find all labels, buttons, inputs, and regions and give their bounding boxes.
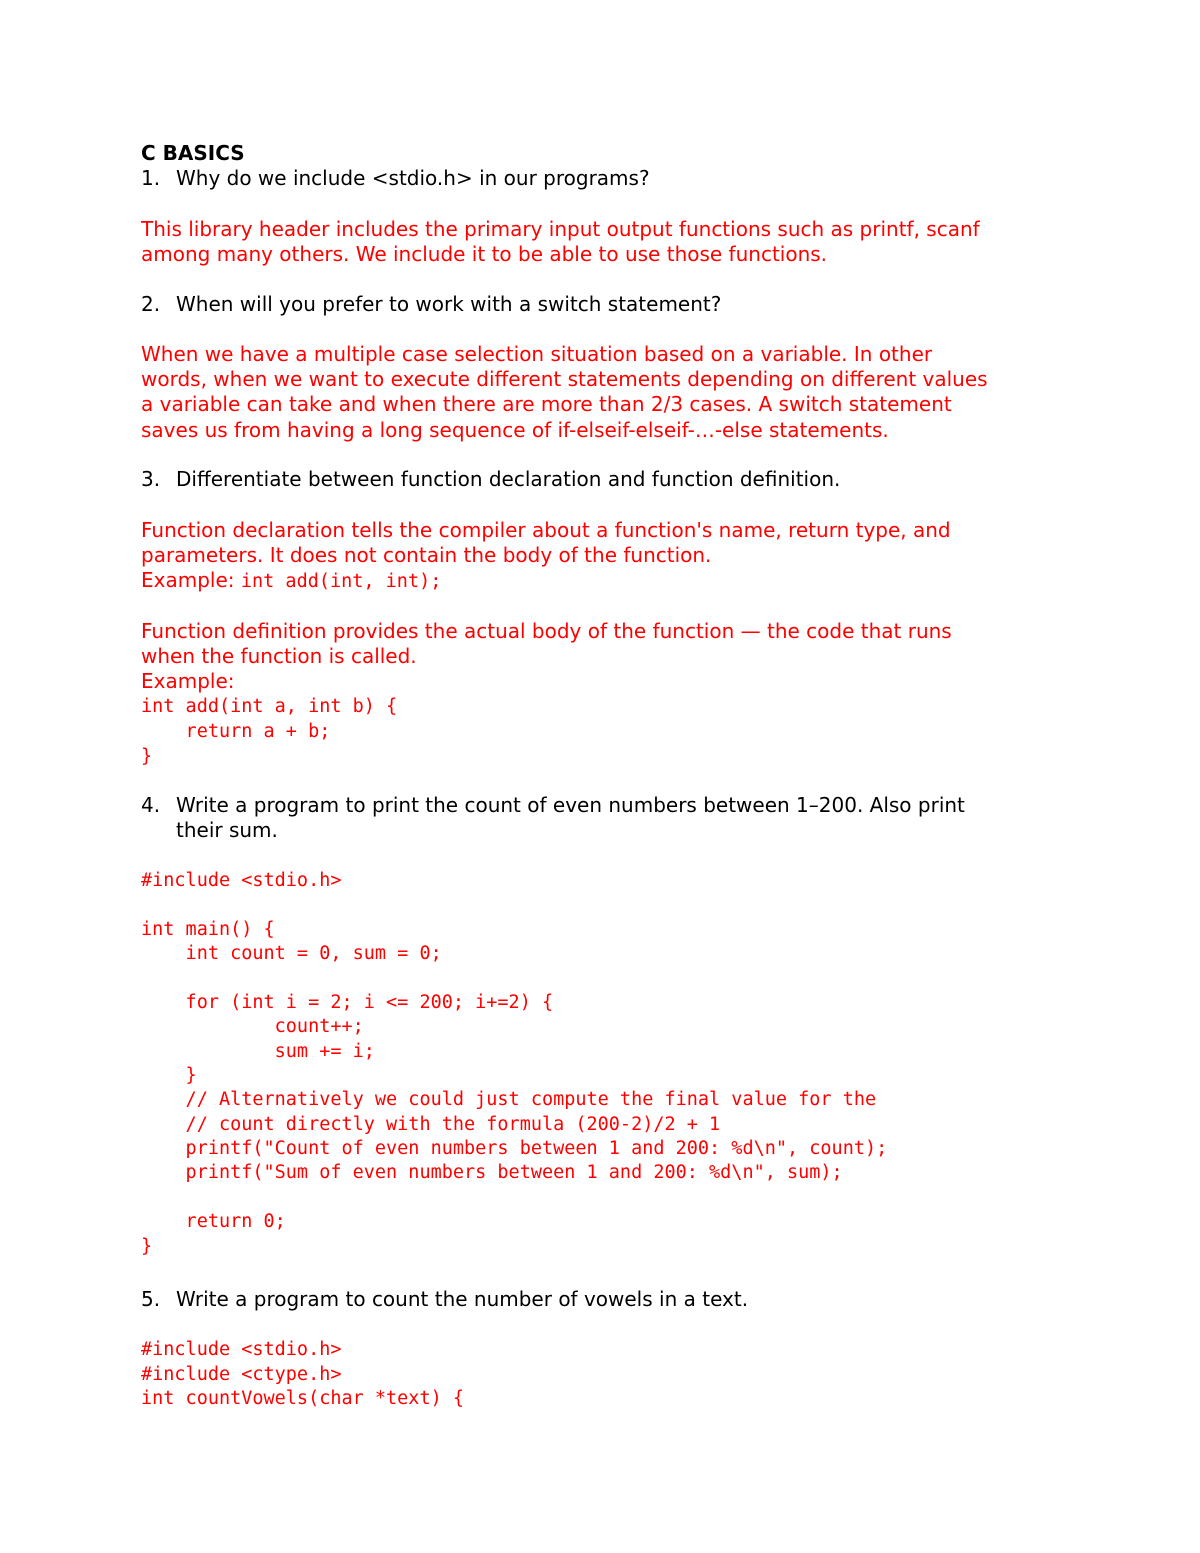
question-number: 3. [141,467,161,491]
question-5 [141,1287,748,1312]
example-label: Example: [141,568,241,592]
doc-title: C BASICS [141,141,245,165]
answer-line: words, when we want to execute different statements depending on different values [141,367,988,391]
code-line: printf("Sum of even numbers between 1 and 200: %d\n", sum); [141,1162,843,1183]
question-4 [141,793,965,818]
question-3 [141,467,840,492]
question-number: 4. [141,793,161,817]
question-number: 2. [141,292,161,316]
answer-line: When we have a multiple case selection situation based on a variable. In other [141,342,933,366]
code-line: int countVowels(char *text) { [141,1388,465,1409]
code-line: return a + b; [141,721,331,742]
question-number: 1. [141,166,161,190]
code-line: int main() { [141,919,275,940]
question-number: 5. [141,1287,161,1311]
code-line: #include <stdio.h> [141,870,342,891]
answer-line: Function definition provides the actual body of the function — the code that runs [141,619,952,643]
code-line: // count directly with the formula (200-2)/2 + 1 [141,1114,721,1135]
code-line: } [141,746,153,767]
code-line: return 0; [141,1211,286,1232]
answer-line: This library header includes the primary input output functions such as printf, scanf [141,217,980,241]
code-line: // Alternatively we could just compute the final value for the [141,1089,877,1110]
code-line: for (int i = 2; i <= 200; i+=2) { [141,992,554,1013]
question-text: When will you prefer to work with a switch statement? [176,292,722,316]
question-2 [141,292,721,317]
code-line: sum += i; [141,1041,375,1062]
code-line: int add(int a, int b) { [141,696,398,717]
declaration-example [141,568,441,593]
answer-line: a variable can take and when there are more than 2/3 cases. A switch statement [141,392,952,416]
code-line: #include <ctype.h> [141,1364,342,1385]
question-text: Differentiate between function declaration and function definition. [176,467,841,491]
code-line: count++; [141,1016,364,1037]
question-text: Write a program to count the number of vowels in a text. [176,1287,749,1311]
code-line: printf("Count of even numbers between 1 and 200: %d\n", count); [141,1138,888,1159]
example-label: Example: [141,669,235,693]
example-code: int add(int, int); [240,571,442,592]
question-text: Why do we include <stdio.h> in our programs? [176,166,650,190]
answer-line: saves us from having a long sequence of if-elseif-elseif-…-else statements. [141,418,889,442]
answer-line: parameters. It does not contain the body of the function. [141,543,712,567]
code-line: } [141,1065,197,1086]
code-line: int count = 0, sum = 0; [141,943,442,964]
code-line: } [141,1236,153,1257]
answer-line: when the function is called. [141,644,417,668]
question-text-continued: their sum. [176,818,278,842]
question-1 [141,166,650,191]
question-text: Write a program to print the count of even numbers between 1–200. Also print [176,793,965,817]
answer-line: Function declaration tells the compiler about a function's name, return type, and [141,518,951,542]
answer-line: among many others. We include it to be able to use those functions. [141,242,828,266]
code-line: #include <stdio.h> [141,1339,342,1360]
